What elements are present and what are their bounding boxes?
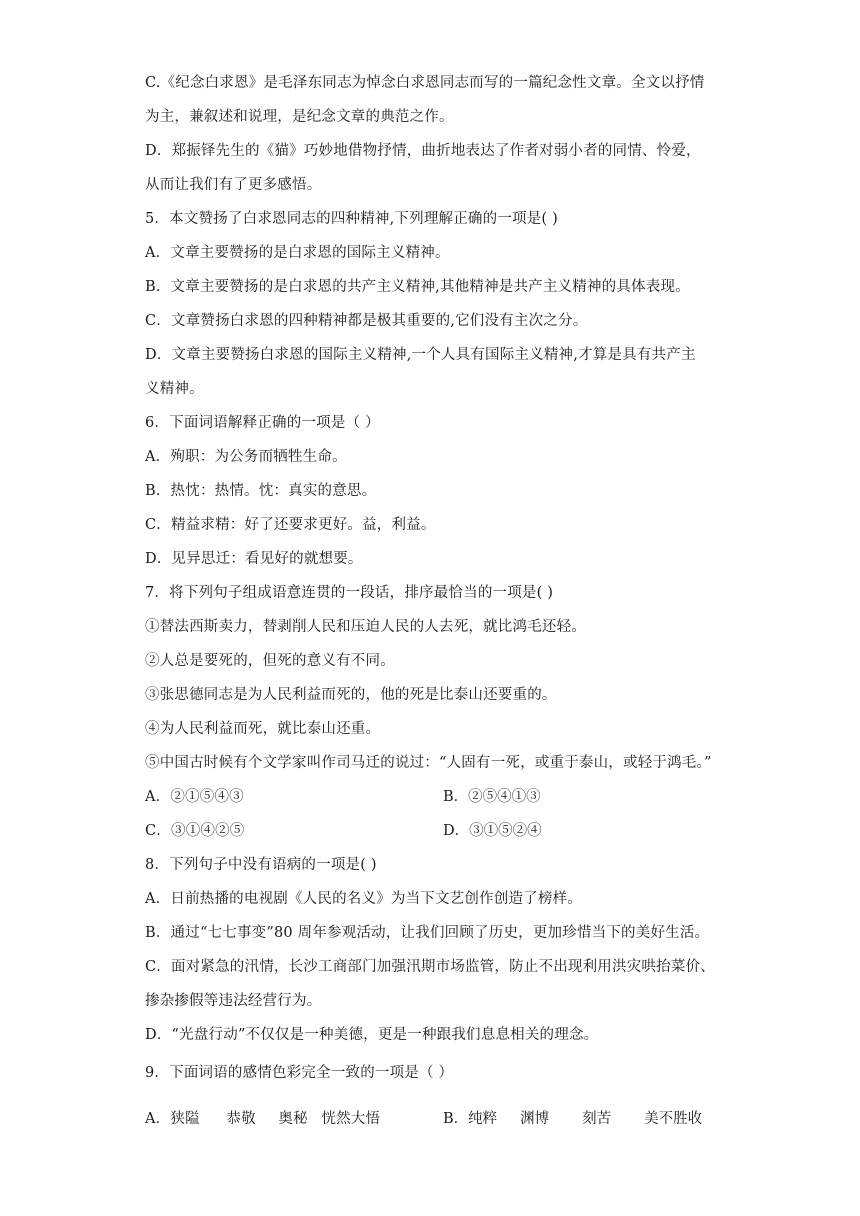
word: 奥秘: [278, 1111, 308, 1127]
question-5: 5．本文赞扬了白求恩同志的四种精神,下列理解正确的一项是( ): [145, 211, 558, 227]
word: 狭隘: [170, 1111, 200, 1127]
question-5-option-d-line-2: 义精神。: [145, 381, 204, 397]
option-label: B．: [443, 1111, 469, 1127]
question-7-sentence-5: ⑤中国古时候有个文学家叫作司马迁的说过：“人固有一死，或重于泰山，或轻于鸿毛。”: [145, 755, 712, 771]
option-label: A．: [145, 1111, 171, 1127]
word: 渊博: [520, 1111, 550, 1127]
question-5-option-a: A．文章主要赞扬的是白求恩的国际主义精神。: [145, 245, 450, 261]
question-8-option-c-line-2: 掺杂掺假等违法经营行为。: [145, 993, 322, 1009]
question-7-option-d: D．③①⑤②④: [443, 823, 542, 839]
word: 刻苦: [582, 1111, 612, 1127]
question-6-option-b: B．热忱：热情。忱：真实的意思。: [145, 483, 377, 499]
question-7-sentence-4: ④为人民利益而死，就比泰山还重。: [145, 721, 381, 737]
question-7-sentence-2: ②人总是要死的，但死的意义有不同。: [145, 653, 395, 669]
word: 美不胜收: [644, 1111, 703, 1127]
question-8: 8．下列句子中没有语病的一项是( ): [145, 857, 377, 873]
question-7-option-c: C．③①④②⑤: [145, 823, 245, 839]
question-8-option-b: B．通过“七七事变”80 周年参观活动，让我们回顾了历史，更加珍惜当下的美好生活。: [145, 925, 710, 941]
question-6-option-a: A．殉职：为公务而牺牲生命。: [145, 449, 347, 465]
option-d-line-2: 从而让我们有了更多感悟。: [145, 177, 322, 193]
word: 恍然大悟: [321, 1111, 381, 1127]
question-9-option-a: [145, 1109, 380, 1129]
option-d-line-1: D．郑振铎先生的《猫》巧妙地借物抒情，曲折地表达了作者对弱小者的同情、怜爱，: [145, 143, 701, 159]
question-9: 9．下面词语的感情色彩完全一致的一项是（ ）: [145, 1065, 454, 1081]
word: 纯粹: [468, 1111, 498, 1127]
question-6-option-c: C．精益求精：好了还要求更好。益，利益。: [145, 517, 436, 533]
option-c-line-2: 为主，兼叙述和说理，是纪念文章的典范之作。: [145, 109, 454, 125]
question-7-option-b: B．②⑤④①③: [443, 789, 541, 805]
question-6-option-d: D．见异思迁：看见好的就想要。: [145, 551, 363, 567]
question-6: 6．下面词语解释正确的一项是（ ）: [145, 415, 380, 431]
question-5-option-b: B．文章主要赞扬的是白求恩的共产主义精神,其他精神是共产主义精神的具体表现。: [145, 279, 690, 295]
question-8-option-c-line-1: C．面对紧急的汛情，长沙工商部门加强汛期市场监管，防止不出现利用洪灾哄抬菜价、: [145, 959, 715, 975]
question-8-option-d: D．“光盘行动”不仅仅是一种美德，更是一种跟我们息息相关的理念。: [145, 1027, 599, 1043]
question-8-option-a: A．日前热播的电视剧《人民的名义》为当下文艺创作创造了榜样。: [145, 891, 582, 907]
question-7: 7．将下列句子组成语意连贯的一段话，排序最恰当的一项是( ): [145, 585, 554, 601]
word: 恭敬: [226, 1111, 256, 1127]
question-7-option-a: A．②①⑤④③: [145, 789, 244, 805]
question-7-sentence-1: ①替法西斯卖力，替剥削人民和压迫人民的人去死，就比鸿毛还轻。: [145, 619, 586, 635]
option-c-line-1: C.《纪念白求恩》是毛泽东同志为悼念白求恩同志而写的一篇纪念性文章。全文以抒情: [145, 75, 705, 91]
question-5-option-c: C．文章赞扬白求恩的四种精神都是极其重要的,它们没有主次之分。: [145, 313, 588, 329]
question-7-sentence-3: ③张思德同志是为人民利益而死的，他的死是比泰山还要重的。: [145, 687, 557, 703]
question-5-option-d-line-1: D．文章主要赞扬白求恩的国际主义精神,一个人具有国际主义精神,才算是具有共产主: [145, 347, 696, 363]
question-9-option-b: [443, 1109, 702, 1129]
